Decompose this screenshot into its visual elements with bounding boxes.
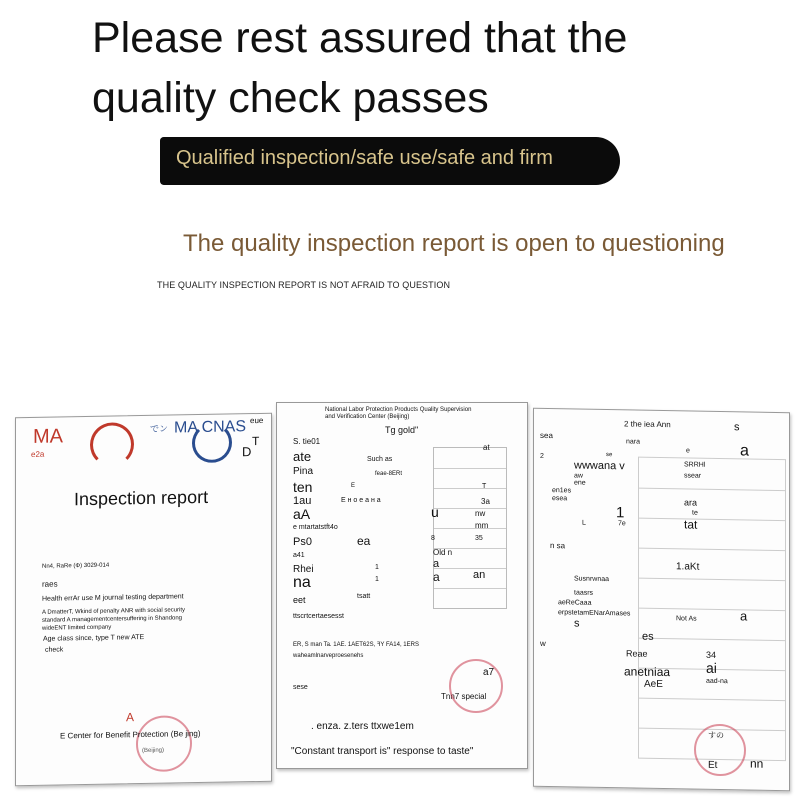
res-reae: Reae: [626, 648, 648, 659]
report-title: Inspection report: [74, 486, 209, 510]
cell-a-small: a: [433, 558, 440, 570]
res-tat: tat: [684, 517, 698, 532]
res-sea: sea: [540, 430, 553, 441]
headline-line-1: Please rest assured that the: [92, 14, 628, 62]
res-top: 2 the iea Ann: [624, 419, 671, 430]
caps-subtitle: THE QUALITY INSPECTION REPORT IS NOT AFRAID TO QUESTION: [157, 280, 451, 290]
cell-rhei: Rhei: [293, 564, 314, 575]
report-mark-a: A: [126, 710, 135, 725]
banner-text: Qualified inspection/safe use/safe and firm: [176, 147, 553, 169]
inspection-results-page: [533, 408, 790, 791]
ma-logo-small: e2a: [31, 449, 45, 459]
cnas-logo: MA CNAS: [174, 418, 247, 437]
res-nsa: n sa: [550, 541, 566, 551]
cell-one-2: 1: [375, 576, 379, 583]
res-nara: nara: [626, 438, 641, 446]
res-srrh: SRRHl: [684, 461, 706, 469]
cell-pina: Pina: [293, 466, 314, 477]
banner: [160, 137, 620, 185]
cell-such-as: Such as: [367, 456, 393, 463]
cell-ate: ate: [293, 449, 312, 464]
report-beijing: (Beijing): [142, 747, 165, 755]
report-p1: A DmatterT, Wkind of penalty ANR with social security: [42, 607, 186, 616]
headline-line-2: quality check passes: [92, 74, 489, 122]
res-ene: ene: [574, 479, 586, 487]
cell-enza: . enza. z.ters ttxwe1em: [311, 721, 414, 732]
res-erps: erpstetamENarAmases: [558, 609, 631, 618]
ma-logo: MA: [33, 425, 63, 448]
headline: [92, 8, 712, 128]
res-w: w: [540, 638, 546, 648]
cell-35: 35: [475, 535, 483, 542]
sheet-header-1: National Labor Protection Products Quality Supervision: [325, 407, 472, 413]
res-ara: ara: [684, 497, 698, 508]
res-a-1: a: [740, 442, 749, 460]
results-table: [638, 457, 786, 762]
cell-sese: sese: [293, 684, 308, 691]
res-e: e: [686, 447, 690, 455]
cell-stie: S. tie01: [293, 437, 321, 446]
res-7e: 7e: [618, 520, 626, 528]
round-stamp-icon: [136, 715, 192, 772]
cell-ps0: Ps0: [293, 536, 312, 548]
res-nn: nn: [750, 756, 764, 771]
res-ai: ai: [706, 659, 717, 676]
corner-eue: eue: [250, 415, 264, 426]
red-seal-icon: [90, 422, 134, 467]
res-taasrs: taasrs: [574, 589, 594, 597]
cell-enoeana: E н o e a н a: [341, 497, 381, 504]
cell-aa: aA: [293, 506, 311, 522]
res-s: s: [734, 421, 740, 434]
cell-oldn: Old n: [433, 548, 453, 557]
inspection-data-sheet: [276, 402, 528, 769]
cell-nw: nw: [475, 509, 486, 518]
res-aee: AeE: [644, 678, 663, 691]
cell-a-big: a: [433, 570, 440, 584]
res-se: se: [606, 452, 613, 459]
report-raes: raes: [42, 579, 58, 589]
res-ssear: ssear: [684, 472, 702, 480]
cell-u: u: [431, 504, 439, 520]
cell-an: an: [473, 569, 486, 581]
cell-8: 8: [431, 535, 435, 542]
cell-na: na: [293, 574, 311, 591]
cell-3a: 3a: [481, 497, 490, 506]
res-1: 1: [616, 504, 625, 522]
cell-ea: ea: [357, 534, 371, 548]
corner-t: T: [252, 433, 260, 449]
cell-lau: 1au: [293, 495, 312, 507]
res-2: 2: [540, 452, 544, 460]
res-akt: 1.aKt: [676, 561, 700, 573]
res-es: es: [642, 630, 654, 643]
res-aereca: aeReCaaa: [558, 599, 592, 607]
report-p2: standard A managementcentersuffering in Shandong: [42, 615, 182, 624]
res-te: te: [692, 509, 698, 517]
sheet-stamp-icon: [449, 659, 503, 713]
cell-tsatt: tsatt: [357, 593, 371, 600]
res-aadna: aad-na: [706, 677, 728, 686]
cell-a7: a7: [483, 667, 495, 678]
cell-a41: a41: [293, 552, 305, 559]
res-wwwana: wwwana v: [574, 459, 625, 473]
res-anet: anetniaa: [624, 664, 671, 680]
res-en1es: en1es: [552, 487, 572, 495]
res-aw: aw: [574, 472, 583, 480]
cell-t: T: [482, 483, 487, 490]
res-34: 34: [706, 649, 717, 660]
sheet-header-2: and Verification Center (Beijing): [325, 414, 410, 420]
report-p4: Age class since, type T new ATE: [43, 633, 145, 643]
res-not-as: Not As: [676, 615, 697, 623]
cell-feae: feae-8ERt: [375, 471, 403, 477]
cell-constant: "Constant transport is" response to taste": [291, 746, 474, 757]
res-et: Et: [708, 759, 718, 771]
res-esea: esea: [552, 495, 568, 503]
cell-er: ER, S man Ta. 1AE. 1AET62S, ꟻY FA14, 1ERS: [293, 642, 419, 648]
jp-mark: でン: [150, 423, 169, 434]
res-a-2: a: [740, 608, 748, 624]
cell-eet: eet: [293, 595, 306, 605]
res-susn: Susnrwnaa: [574, 575, 610, 584]
report-dept: Health errAr use M journal testing department: [42, 593, 184, 603]
corner-d: D: [242, 444, 252, 460]
report-p5: check: [45, 646, 64, 654]
open-text: The quality inspection report is open to questioning: [183, 230, 725, 257]
inspection-report-cover: [15, 413, 272, 786]
cell-e: E: [351, 483, 356, 489]
report-p3: wideENT limited company: [42, 624, 112, 632]
cell-mm: mm: [475, 521, 489, 530]
cell-ttsc: ttscrtcertaesesst: [293, 613, 344, 620]
res-l: L: [582, 519, 586, 527]
data-table: [433, 447, 507, 609]
sheet-tg: Tg gold": [385, 425, 419, 435]
report-center: E Center for Benefit Protection (Be jing): [60, 729, 201, 741]
res-s2: s: [574, 617, 580, 630]
report-ref: Nn4, RaRe (Φ) 3029-014: [42, 562, 110, 570]
cell-emt: e mtartatstft4o: [293, 524, 338, 531]
cell-one-1: 1: [375, 564, 379, 571]
cell-ten: ten: [293, 479, 313, 495]
cell-wahe: waheamlnarveproesenehs: [293, 653, 364, 659]
res-suno: すの: [708, 730, 724, 741]
cell-at: at: [483, 443, 490, 452]
cell-tnn7: Tnn7 special: [441, 692, 487, 701]
